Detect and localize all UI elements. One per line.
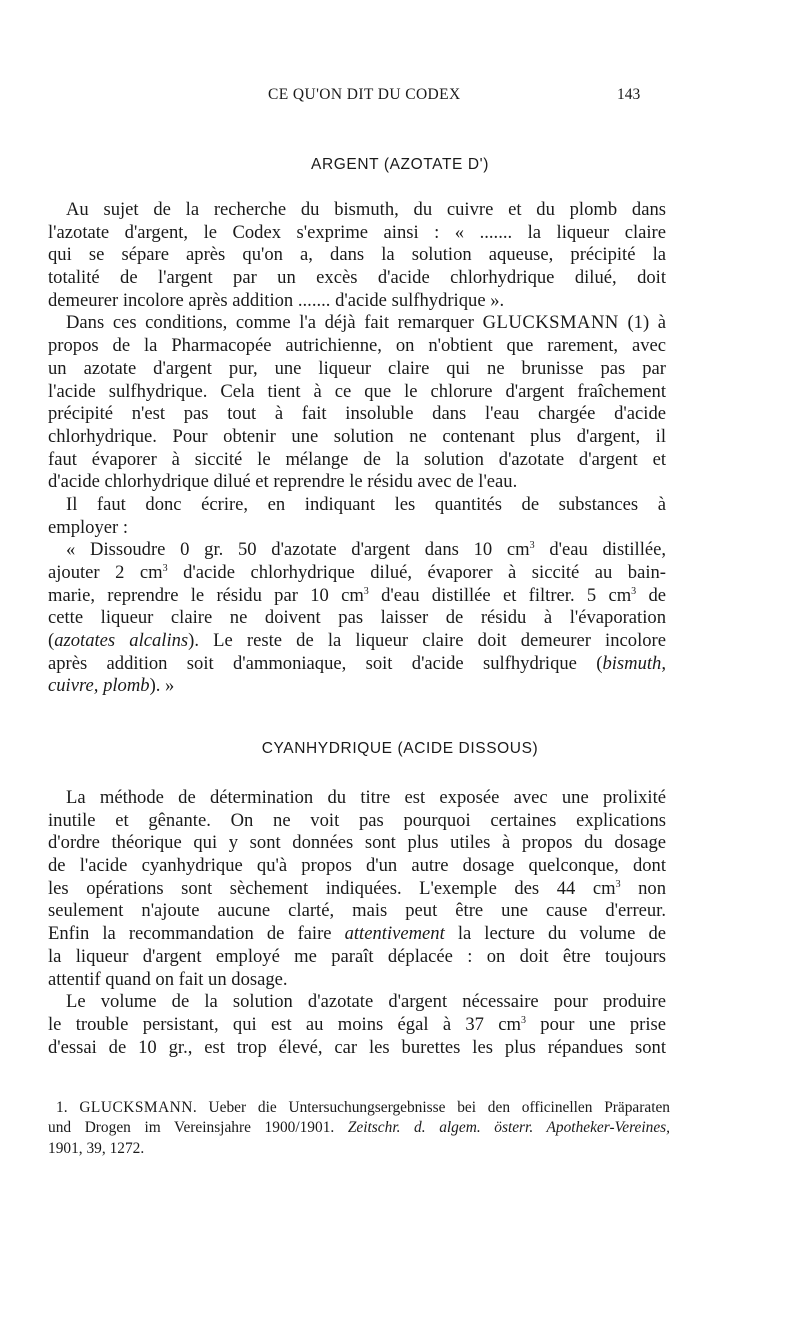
- text-line: employer :: [48, 516, 129, 538]
- text-run: (: [48, 630, 55, 652]
- text-line: propos de la Pharmacopée autrichienne, on n'obtient que rarement, avec: [48, 335, 666, 357]
- superscript: 3: [521, 1014, 526, 1026]
- text-run: le trouble persistant, qui est au moins égal à 37 cm: [48, 1013, 521, 1035]
- text-line: la liqueur d'argent employé me paraît déplacée : on doit être toujours: [48, 945, 666, 967]
- text-line: [48, 675, 666, 698]
- text-run: les opérations sont sèchement indiquées. L'exemple des 44 cm: [48, 877, 616, 899]
- text-run: ). »: [149, 675, 175, 697]
- superscript: 3: [529, 540, 535, 552]
- text-run: non: [620, 877, 666, 899]
- author-name: GLUCKSMANN: [482, 312, 619, 334]
- running-title: CE QU'ON DIT DU CODEX: [268, 86, 461, 103]
- italic-run: bismuth,: [602, 652, 666, 674]
- superscript: 3: [631, 585, 637, 597]
- footnote-line: 1901, 39, 1272.: [48, 1139, 145, 1157]
- text-line: d'acide chlorhydrique dilué et reprendre le résidu avec de l'eau.: [48, 471, 518, 493]
- footnote-line: [48, 1118, 670, 1138]
- text-line: seulement n'ajoute aucune clarté, mais peut être une cause d'erreur.: [48, 900, 666, 922]
- footnote-author: GLUCKSMANN: [79, 1099, 193, 1116]
- text-line: La méthode de détermination du titre est exposée avec une prolixité: [66, 787, 666, 808]
- text-line: qui se sépare après qu'on a, dans la solution aqueuse, précipité la: [48, 244, 666, 266]
- text-line: [48, 539, 666, 562]
- text-run: de: [636, 584, 667, 606]
- text-line: [48, 312, 666, 335]
- text-run: la lecture du volume de: [444, 923, 666, 945]
- section-body-cyanhydrique: [48, 787, 666, 1059]
- text-line: un azotate d'argent pur, une liqueur claire qui ne brunisse pas par: [48, 357, 666, 379]
- text-line: [48, 878, 666, 901]
- text-line: Il faut donc écrire, en indiquant les quantités de substances à: [66, 493, 666, 515]
- text-line: faut évaporer à siccité le mélange de la solution d'azotate d'argent et: [48, 448, 666, 470]
- text-run: pour une prise: [526, 1013, 666, 1035]
- text-line: d'ordre théorique qui y sont données sont plus utiles à propos du dosage: [48, 832, 666, 854]
- text-run: Dans ces conditions, comme l'a déjà fait remarquer: [66, 312, 474, 334]
- text-run: Enfin la recommandation de faire: [48, 923, 332, 945]
- text-line: Le volume de la solution d'azotate d'argent nécessaire pour produire: [66, 991, 666, 1013]
- superscript: 3: [162, 563, 168, 574]
- text-line: demeurer incolore après addition ....... d'acide sulfhydrique ».: [48, 289, 505, 311]
- text-line: totalité de l'argent par un excès d'acide chlorhydrique dilué, doit: [48, 267, 666, 289]
- text-line: [48, 923, 666, 946]
- section-heading-cyanhydrique: CYANHYDRIQUE (ACIDE DISSOUS): [261, 740, 539, 757]
- text-line: précipité n'est pas tout à fait insoluble dans l'eau chargée d'acide: [48, 403, 666, 425]
- text-line: [48, 653, 666, 676]
- italic-run: cuivre, plomb: [48, 675, 150, 697]
- italic-run: attentivement: [344, 923, 445, 945]
- footnote-number: 1.: [56, 1099, 68, 1116]
- text-line: chlorhydrique. Pour obtenir une solution ne contenant plus d'argent, il: [48, 425, 666, 447]
- text-run: après addition soit d'ammoniaque, soit d'acide sulfhydrique (: [48, 652, 603, 674]
- text-run: ). Le reste de la liqueur claire doit demeurer incolore: [188, 630, 666, 652]
- text-line: d'essai de 10 gr., est trop élevé, car les burettes les plus répandues sont: [48, 1036, 666, 1058]
- text-run: d'eau distillée,: [534, 539, 667, 561]
- text-run: ajouter 2 cm: [48, 562, 163, 583]
- text-line: [48, 1014, 666, 1037]
- section-heading-argent: ARGENT (AZOTATE D'): [311, 156, 489, 173]
- running-head: [0, 86, 800, 110]
- text-run: d'eau distillée et filtrer. 5 cm: [368, 584, 632, 606]
- text-line: de l'acide cyanhydrique qu'à propos d'un autre dosage quelconque, dont: [48, 855, 666, 877]
- italic-run: azotates alcalins: [54, 630, 189, 652]
- page-number: 143: [617, 86, 641, 103]
- text-run: (1) à: [627, 312, 666, 334]
- text-line: cette liqueur claire ne doivent pas laisser de résidu à l'évaporation: [48, 607, 666, 629]
- text-line: l'azotate d'argent, le Codex s'exprime ainsi : « ....... la liqueur claire: [48, 221, 666, 243]
- text-line: attentif quand on fait un dosage.: [48, 968, 288, 990]
- text-line: [48, 562, 666, 585]
- text-line: [48, 630, 666, 653]
- superscript: 3: [615, 878, 621, 890]
- text-line: [48, 585, 666, 608]
- text-run: marie, reprendre le résidu par 10 cm: [48, 584, 364, 606]
- footnote: [48, 1098, 670, 1159]
- footnote-line: [48, 1098, 670, 1118]
- section-body-argent: [48, 199, 666, 698]
- text-run: d'acide chlorhydrique dilué, évaporer à siccité au bain-: [167, 562, 666, 583]
- footnote-text: und Drogen im Vereinsjahre 1900/1901.: [48, 1119, 335, 1137]
- footnote-text: . Ueber die Untersuchungsergebnisse bei den officinellen Präparaten: [192, 1099, 670, 1116]
- superscript: 3: [363, 585, 369, 597]
- text-line: l'acide sulfhydrique. Cela tient à ce que le chlorure d'argent fraîchement: [48, 380, 666, 402]
- footnote-journal: Zeitschr. d. algem. österr. Apotheker-Vereines,: [347, 1119, 670, 1137]
- text-line: inutile et gênante. On ne voit pas pourquoi certaines explications: [48, 809, 666, 831]
- text-run: « Dissoudre 0 gr. 50 d'azotate d'argent dans 10 cm: [66, 539, 530, 561]
- text-line: Au sujet de la recherche du bismuth, du cuivre et du plomb dans: [66, 199, 666, 220]
